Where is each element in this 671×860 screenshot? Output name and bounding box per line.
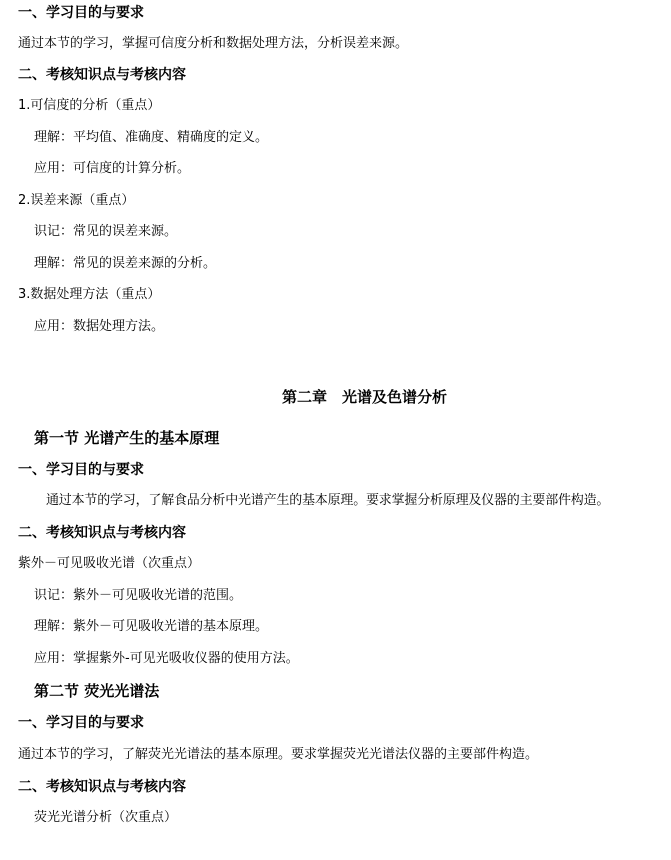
item-line-apply: 应用：数据处理方法。	[34, 319, 165, 334]
item-line-apply: 应用：可信度的计算分析。	[34, 161, 191, 176]
item-title-error-sources: 2.误差来源（重点）	[18, 193, 135, 208]
goals-text: 通过本节的学习，了解荧光光谱法的基本原理。要求掌握荧光光谱法仪器的主要部件构造。	[18, 747, 539, 762]
heading-learning-goals: 一、学习目的与要求	[18, 715, 144, 731]
item-line-understand: 理解：紫外－可见吸收光谱的基本原理。	[34, 619, 269, 634]
topic-uv-vis: 紫外－可见吸收光谱（次重点）	[18, 556, 201, 571]
item-line-memorize: 识记：常见的误差来源。	[34, 224, 178, 239]
goals-text: 通过本节的学习，掌握可信度分析和数据处理方法，分析误差来源。	[18, 36, 409, 51]
item-line-apply: 应用：掌握紫外-可见光吸收仪器的使用方法。	[34, 651, 299, 666]
item-line-understand: 理解：常见的误差来源的分析。	[34, 256, 217, 271]
item-line-memorize: 识记：紫外－可见吸收光谱的范围。	[34, 588, 243, 603]
heading-exam-points: 二、考核知识点与考核内容	[18, 67, 186, 83]
item-line-understand: 理解：平均值、准确度、精确度的定义。	[34, 130, 269, 145]
goals-text: 通过本节的学习，了解食品分析中光谱产生的基本原理。要求掌握分析原理及仪器的主要部件构造。	[46, 493, 610, 508]
heading-exam-points: 二、考核知识点与考核内容	[18, 779, 186, 795]
item-title-reliability: 1.可信度的分析（重点）	[18, 98, 161, 113]
heading-learning-goals: 一、学习目的与要求	[18, 5, 144, 21]
topic-fluorescence: 荧光光谱分析（次重点）	[34, 810, 178, 825]
chapter-title: 第二章 光谱及色谱分析	[282, 388, 448, 406]
section-title: 第一节 光谱产生的基本原理	[34, 429, 220, 447]
heading-exam-points: 二、考核知识点与考核内容	[18, 525, 186, 541]
section-title: 第二节 荧光光谱法	[34, 682, 160, 700]
heading-learning-goals: 一、学习目的与要求	[18, 462, 144, 478]
item-title-data-processing: 3.数据处理方法（重点）	[18, 287, 161, 302]
